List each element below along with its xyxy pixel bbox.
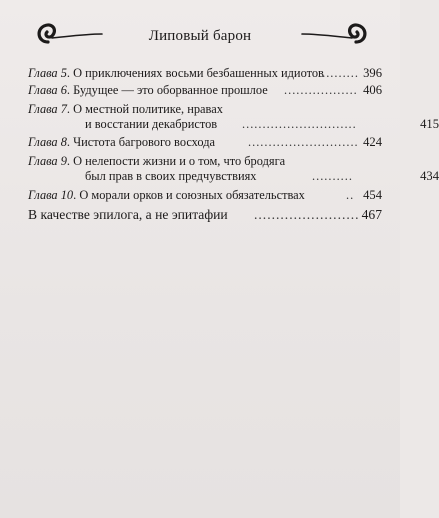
epilogue-title: В качестве эпилога, а не эпитафии [28,207,228,222]
toc-entry-epilogue: В качестве эпилога, а не эпитафии ........................ 467 [28,207,382,222]
toc-entry: Глава 6. Будущее — это оборванное прошлое .................. 406 [28,83,382,97]
toc-entry: Глава 10. О морали орков и союзных обязательствах .. 454 [28,188,382,202]
chapter-title-continued: был прав в своих предчувствиях [85,169,257,183]
page-number: 454 [363,188,382,202]
chapter-label: Глава 7 [28,102,67,116]
chapter-title: О морали орков и союзных обязательствах [79,188,305,202]
chapter-title: О местной политике, нравах [73,102,223,116]
page-number: 406 [363,83,382,97]
toc-entry: Глава 8. Чистота багрового восхода ........................... 424 [28,135,382,149]
chapter-title: Чистота багрового восхода [73,135,216,149]
page-header [0,14,400,54]
chapter-title: Будущее — это оборванное прошлое [73,83,268,97]
chapter-label: Глава 5 [28,66,67,80]
toc-entry: Глава 9. О нелепости жизни и о том, что бродяга был прав в своих предчувствиях .......... 434 [28,154,439,183]
bleed-through-text [0,242,400,258]
page-number: 467 [361,207,382,222]
page-number: 396 [363,66,382,80]
chapter-label: Глава 6 [28,83,67,97]
chapter-label: Глава 10 [28,188,74,202]
toc-entry: Глава 7. О местной политике, нравах и восстании декабристов ............................ 415 [28,102,439,131]
page-number: 434 [420,169,439,183]
toc-entry: Глава 5. О приключениях восьми безбашенных идиотов .......... 396 [28,66,382,80]
page-number: 424 [363,135,382,149]
running-title: Липовый барон [148,28,252,44]
chapter-title-continued: и восстании декабристов [85,117,218,131]
chapter-title: О нелепости жизни и о том, что бродяга [73,154,286,168]
chapter-label: Глава 8 [28,135,67,149]
chapter-label: Глава 9 [28,154,67,168]
chapter-title: О приключениях восьми безбашенных идиотов [73,66,324,80]
page-number: 415 [420,117,439,131]
right-curl-ornament-icon [300,20,370,55]
